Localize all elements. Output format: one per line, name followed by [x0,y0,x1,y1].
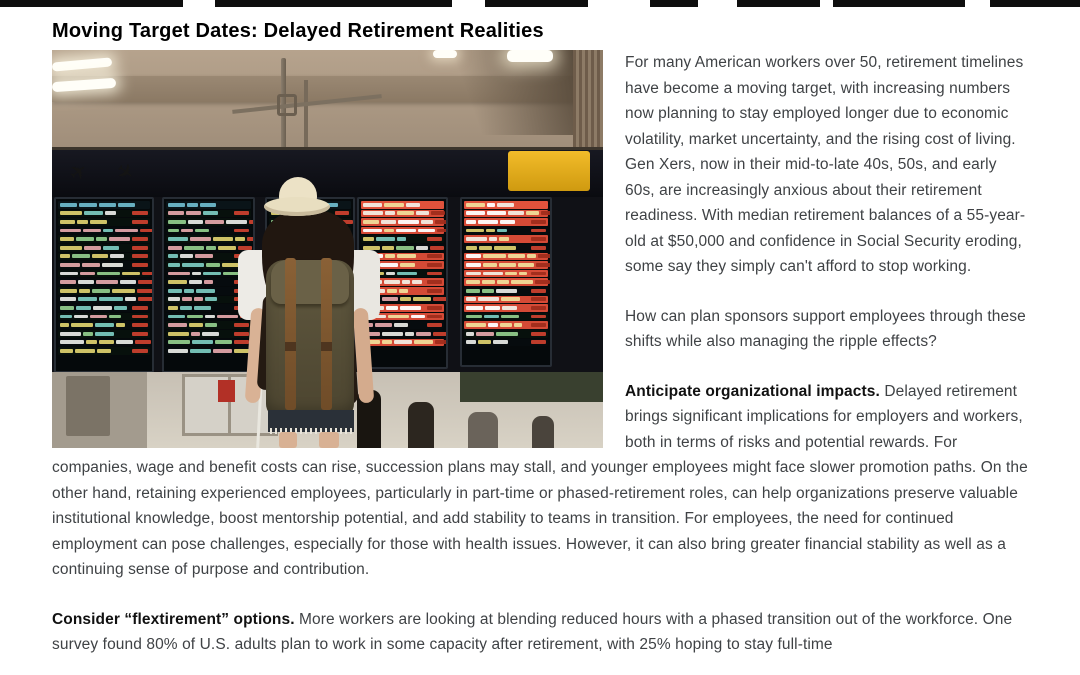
bystander-silhouette [532,416,554,448]
strap-buckle [285,342,296,351]
arrival-plane-icon: ✈ [110,157,140,187]
article [0,19,1080,658]
departure-plane-icon: ✈ [64,157,94,187]
concourse-door [66,376,110,436]
board-panel [54,197,154,373]
traveler-leg [319,432,339,448]
top-bar-segment [737,0,820,7]
paragraph-text: For many American workers over 50, retirement timelines have become a moving target, with increasing numbers now planning to stay employed longer due to economic volatility, market uncertainty, and the rising cost of living. Gen Xers, now in their mid-to-late 40s, 50s, and early 60s, are increasingly anxious about their retirement readiness. With median retirement balances of a 55-year-old at $50,000 and confidence in Social Security eroding, some say they simply can't afford to stop working. [625,54,1026,275]
top-bar-segment [990,0,1080,7]
traveler-leg [279,432,297,448]
top-bar-segment [650,0,698,7]
top-bar-segment [833,0,965,7]
paragraph-lead: Anticipate organizational impacts. [625,382,880,400]
bystander-silhouette [468,412,498,448]
strap-buckle [321,342,332,351]
backpack-strap [285,258,296,410]
paragraph [52,607,1030,658]
board-panel [460,197,552,367]
yellow-sign [508,151,590,191]
bystander-silhouette [408,402,434,448]
photo-louver-wall [573,50,603,149]
fluorescent-light [507,50,553,62]
top-bar-segment [215,0,452,7]
top-bar [0,0,1080,7]
article-title: Moving Target Dates: Delayed Retirement Realities [52,20,544,42]
paragraph-text: More workers are looking at blending reduced hours with a phased transition out of the workforce. One survey found 80% of U.S. adults plan to work in some capacity after retirement, with 25% hoping to stay full-time [52,610,1013,653]
fluorescent-light [433,50,457,58]
paragraph-text: Delayed retirement brings significant implications for employers and workers, both in terms of risks and potential rewards. For companies, wage and benefit costs can rise, succession plans may stall, and younger employees might face slower promotion paths. On the other hand, retaining experienced employees, particularly in part-time or phased-retirement roles, can help organizations preserve valuable institutional knowledge, boost mentorship potential, and add stability to teams in transition. For employees, the need for continued employment can pose challenges, especially for those with health issues. However, it can also bring greater financial stability as well as a continuing sense of purpose and contribution. [52,382,1028,578]
backpack-flap [271,260,349,304]
dark-shopfront [460,372,603,402]
ceiling-junction-box [277,94,297,116]
top-bar-segment [485,0,588,7]
backpack-strap [321,258,332,410]
ceiling-pipe [304,80,308,150]
red-sign [218,380,235,402]
paragraph-lead: Consider “flextirement” options. [52,610,295,628]
paragraph-text: How can plan sponsors support employees through these shifts while also managing the ripple effects? [625,307,1026,350]
top-bar-segment [0,0,183,7]
sun-hat-brim [264,197,330,216]
article-photo [52,50,603,448]
